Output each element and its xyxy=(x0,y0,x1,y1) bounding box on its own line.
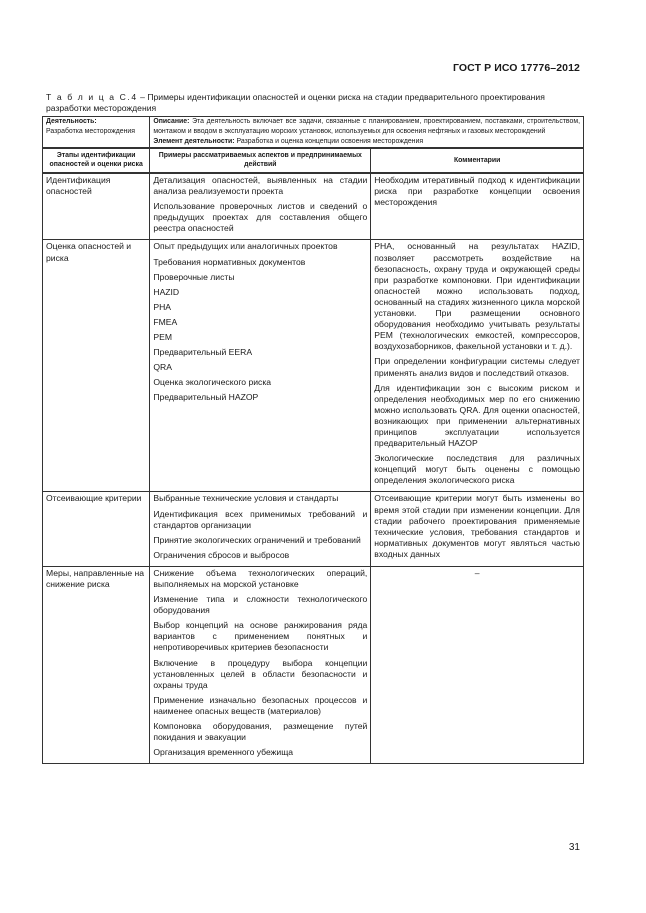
table-row xyxy=(43,240,584,492)
comments-cell xyxy=(371,566,584,763)
comment-paragraph: PHA, основанный на результатах HAZID, позволяет рассмотреть воздействие на безопасность, охрану труда и окружающей среды при разработке компоновки. При идентификации опасностей можно использовать подход, основанный на стадиях жизненного цикла морской установки. При размещении основного оборудования необходимо учитывать результаты PEM (технологических емкостей, компрессоров, воздухозаборников, факельной установки и т. д.). xyxy=(374,241,580,352)
stage-name: Меры, направленные на снижение риска xyxy=(46,567,145,589)
activity-label: Деятельность: xyxy=(46,118,97,125)
comment-paragraph: Для идентификации зон с высоким риском и определения необходимых мер по его снижению можно использовать QRA. Для оценки опасностей, возникающих при применении альтернативных принципов эксплуатации используется предварительный HAZOP xyxy=(374,382,580,449)
comment-paragraph: Экологические последствия для различных концепций могут быть оценены с помощью определения экологического риска xyxy=(374,453,580,486)
stage-name: Оценка опасностей и риска xyxy=(46,241,132,263)
aspect-item: PHA xyxy=(153,301,172,312)
aspect-item: HAZID xyxy=(153,286,180,297)
aspect-item: PEM xyxy=(153,332,172,343)
comment-paragraph: При определении конфигурации системы следует применять анализ видов и последствий отказов. xyxy=(374,356,580,378)
page-number: 31 xyxy=(568,842,580,853)
aspect-item: Выбранные технические условия и стандарты xyxy=(153,493,339,504)
comment-paragraph: Необходим итеративный подход к идентификации риска при разработке концепции освоения месторождения xyxy=(374,175,580,208)
comment-paragraph: Отсеивающие критерии могут быть изменены во время этой стадии при изменении концепции. Для стадии рабочего проектирования применяемые технические условия, требования стандартов и нормативных документов могут являться частью входных данных xyxy=(374,493,580,559)
aspect-item: Снижение объема технологических операций, выполняемых на морской установке xyxy=(153,567,368,589)
description-cell xyxy=(150,117,584,149)
aspect-item: Опыт предыдущих или аналогичных проектов xyxy=(153,241,338,252)
aspect-item: Организация временного убежища xyxy=(153,747,294,758)
hazard-table xyxy=(42,116,584,764)
stage-name: Идентификация опасностей xyxy=(46,175,111,197)
column-header-stages: Этапы идентификации опасностей и оценки риска xyxy=(43,148,150,173)
aspect-item: Принятие экологических ограничений и требований xyxy=(153,534,361,545)
aspects-cell xyxy=(150,492,371,566)
aspect-item: Использование проверочных листов и сведений о предыдущих проектах для составления общего реестра опасностей xyxy=(153,201,368,234)
element-text: Разработка и оценка концепции освоения месторождения xyxy=(234,138,424,145)
comment-paragraph: – xyxy=(474,567,480,578)
table-row xyxy=(43,173,584,240)
aspect-item: Детализация опасностей, выявленных на стадии анализа реализуемости проекта xyxy=(153,175,368,197)
aspect-item: Выбор концепций на основе ранжирования ряда вариантов с применением понятных и непротиворечивых критериев безопасности xyxy=(153,620,368,653)
table-caption xyxy=(46,92,586,114)
aspects-cell xyxy=(150,566,371,763)
table-row xyxy=(43,492,584,566)
stage-cell xyxy=(43,240,150,492)
description-label: Описание: xyxy=(153,118,190,125)
aspect-item: Применение изначально безопасных процессов и наименее опасных веществ (материалов) xyxy=(153,694,368,716)
aspect-item: Идентификация всех применимых требований и стандартов организации xyxy=(153,508,368,530)
comments-cell xyxy=(371,240,584,492)
column-header-aspects: Примеры рассматриваемых аспектов и предпринимаемых действий xyxy=(150,148,371,173)
aspects-cell xyxy=(150,240,371,492)
aspect-item: FMEA xyxy=(153,316,178,327)
stage-cell xyxy=(43,492,150,566)
caption-text: – Примеры идентификации опасностей и оценки риска на стадии предварительного проектирования разработки месторождения xyxy=(46,92,545,113)
aspect-item: Требования нормативных документов xyxy=(153,256,306,267)
aspect-item: Ограничения сбросов и выбросов xyxy=(153,549,290,560)
standard-number: ГОСТ Р ИСО 17776–2012 xyxy=(452,62,580,74)
aspect-item: QRA xyxy=(153,362,172,373)
aspect-item: Включение в процедуру выбора концепции установленных целей в области безопасности и охраны труда xyxy=(153,657,368,690)
aspect-item: Предварительный HAZOP xyxy=(153,392,259,403)
header-row xyxy=(43,148,584,173)
stage-name: Отсеивающие критерии xyxy=(46,493,142,504)
activity-element xyxy=(153,137,580,147)
column-header-comments: Комментарии xyxy=(371,148,584,173)
element-label: Элемент деятельности: xyxy=(153,138,235,145)
stage-cell xyxy=(43,173,150,240)
description-text: Эта деятельность включает все задачи, связанные с планированием, проектированием, поставками, строительством, монтажом и вводом в эксплуатацию морских установок, используемых для освоения нефтяных и газовых месторождений xyxy=(153,118,580,135)
aspect-item: Компоновка оборудования, размещение путей покидания и эвакуации xyxy=(153,721,368,743)
comments-cell xyxy=(371,173,584,240)
aspect-item: Изменение типа и сложности технологического оборудования xyxy=(153,594,368,616)
aspect-item: Предварительный EERA xyxy=(153,347,253,358)
stage-cell xyxy=(43,566,150,763)
aspect-item: Оценка экологического риска xyxy=(153,377,272,388)
activity-cell xyxy=(43,117,150,149)
comments-cell xyxy=(371,492,584,566)
activity-text: Разработка месторождения xyxy=(46,128,136,135)
aspects-cell xyxy=(150,173,371,240)
activity-row xyxy=(43,117,584,149)
caption-label: Т а б л и ц а С.4 xyxy=(46,92,138,102)
aspect-item: Проверочные листы xyxy=(153,271,235,282)
table-row xyxy=(43,566,584,763)
